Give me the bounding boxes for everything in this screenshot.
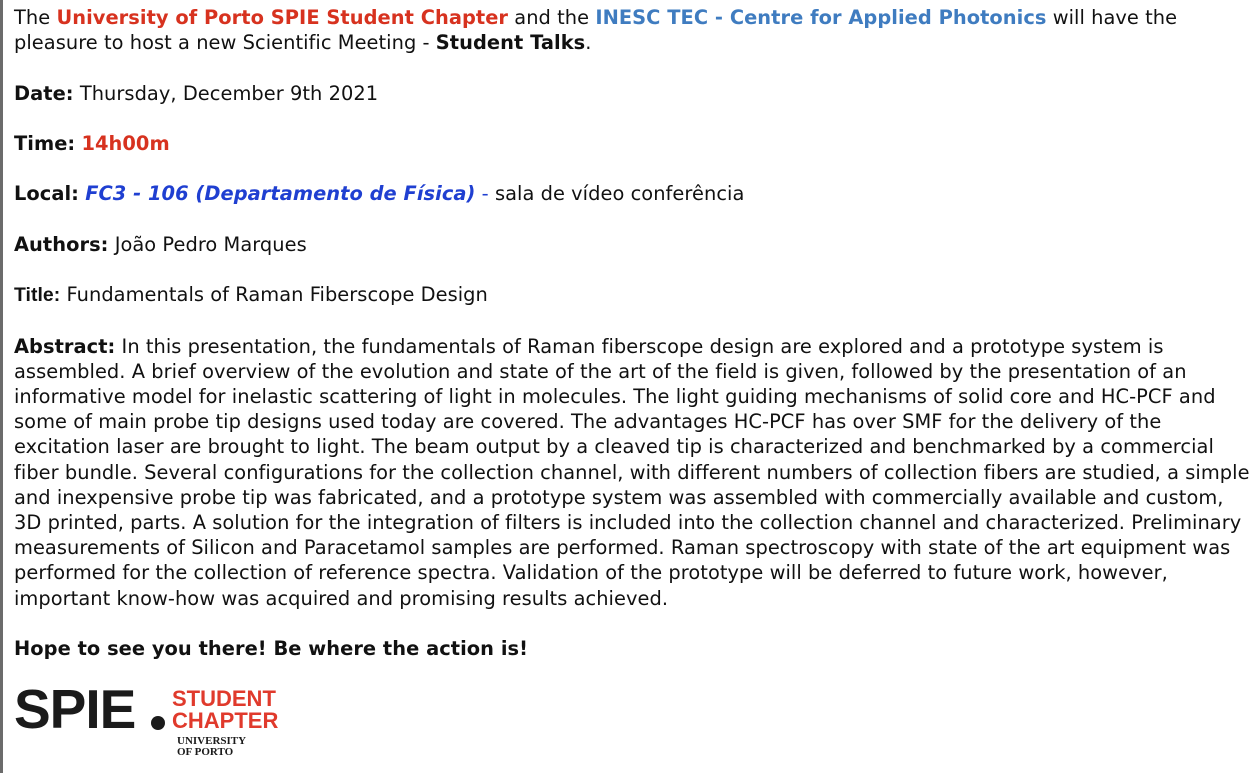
date-value: Thursday, December 9th 2021 <box>79 81 379 105</box>
local-rest: sala de vídeo conferência <box>494 182 745 206</box>
local-room-link[interactable]: FC3 - 106 (Departamento de Física) <box>85 182 476 206</box>
time-line <box>14 131 1252 156</box>
title-label: Title: <box>14 284 61 307</box>
intro-the: The <box>14 6 51 29</box>
time-value: 14h00m <box>81 131 170 155</box>
email-body <box>14 5 1252 661</box>
inesc-name: INESC TEC - Centre for Applied Photonics <box>595 6 1047 29</box>
intro-will-host: will have the pleasure to host a new Scientific Meeting - <box>14 6 1178 55</box>
intro-and-the: and the <box>514 6 590 29</box>
logo-student-chapter <box>172 688 278 732</box>
logo-chapter: CHAPTER <box>172 708 279 733</box>
time-label: Time: <box>14 131 76 155</box>
logo-spie-wordmark: SPIE <box>14 678 136 740</box>
authors-value: João Pedro Marques <box>114 232 307 256</box>
local-dash: - <box>481 182 489 206</box>
authors-line <box>14 232 1252 257</box>
spie-student-chapter-logo <box>14 678 304 762</box>
local-line <box>14 181 1252 206</box>
title-value: Fundamentals of Raman Fiberscope Design <box>66 283 488 307</box>
logo-dot-icon <box>151 716 165 730</box>
left-border <box>0 0 3 773</box>
title-line <box>14 282 1252 308</box>
logo-student: STUDENT <box>172 686 276 711</box>
local-label: Local: <box>14 182 79 206</box>
logo-university-line: UNIVERSITY <box>177 735 247 747</box>
student-talks: Student Talks <box>435 31 586 55</box>
intro-period: . <box>585 31 592 55</box>
logo-university <box>177 736 246 758</box>
closing-line: Hope to see you there! Be where the action is! <box>14 636 529 660</box>
intro-paragraph <box>14 5 1252 55</box>
abstract-label: Abstract: <box>14 334 116 358</box>
authors-label: Authors: <box>14 232 109 256</box>
chapter-name: University of Porto SPIE Student Chapter <box>56 6 509 29</box>
logo-of-porto-line: OF PORTO <box>177 746 234 758</box>
date-line <box>14 81 1252 106</box>
date-label: Date: <box>14 81 74 105</box>
abstract-paragraph <box>14 334 1252 611</box>
abstract-text: In this presentation, the fundamentals of Raman fiberscope design are explored and a prototype system is assembled. A brief overview of the evolution and state of the art of the field is given, followed by the presentation of an informative model for inelastic scattering of light in molecules. The light guiding mechanisms of solid core and HC-PCF and some of main probe tip designs used today are covered. The advantages HC-PCF has over SMF for the delivery of the excitation laser are brought to light. The beam output by a cleaved tip is characterized and benchmarked by a commercial fiber bundle. Several configurations for the collection channel, with different numbers of collection fibers are studied, a simple and inexpensive probe tip was fabricated, and a prototype system was assembled with commercially available and custom, 3D printed, parts. A solution for the integration of filters is included into the collection channel and characterized. Preliminary measurements of Silicon and Paracetamol samples are performed. Raman spectroscopy with state of the art equipment was performed for the collection of reference spectra. Validation of the prototype will be deferred to future work, however, important know-how was acquired and promising results achieved. <box>14 334 1250 610</box>
